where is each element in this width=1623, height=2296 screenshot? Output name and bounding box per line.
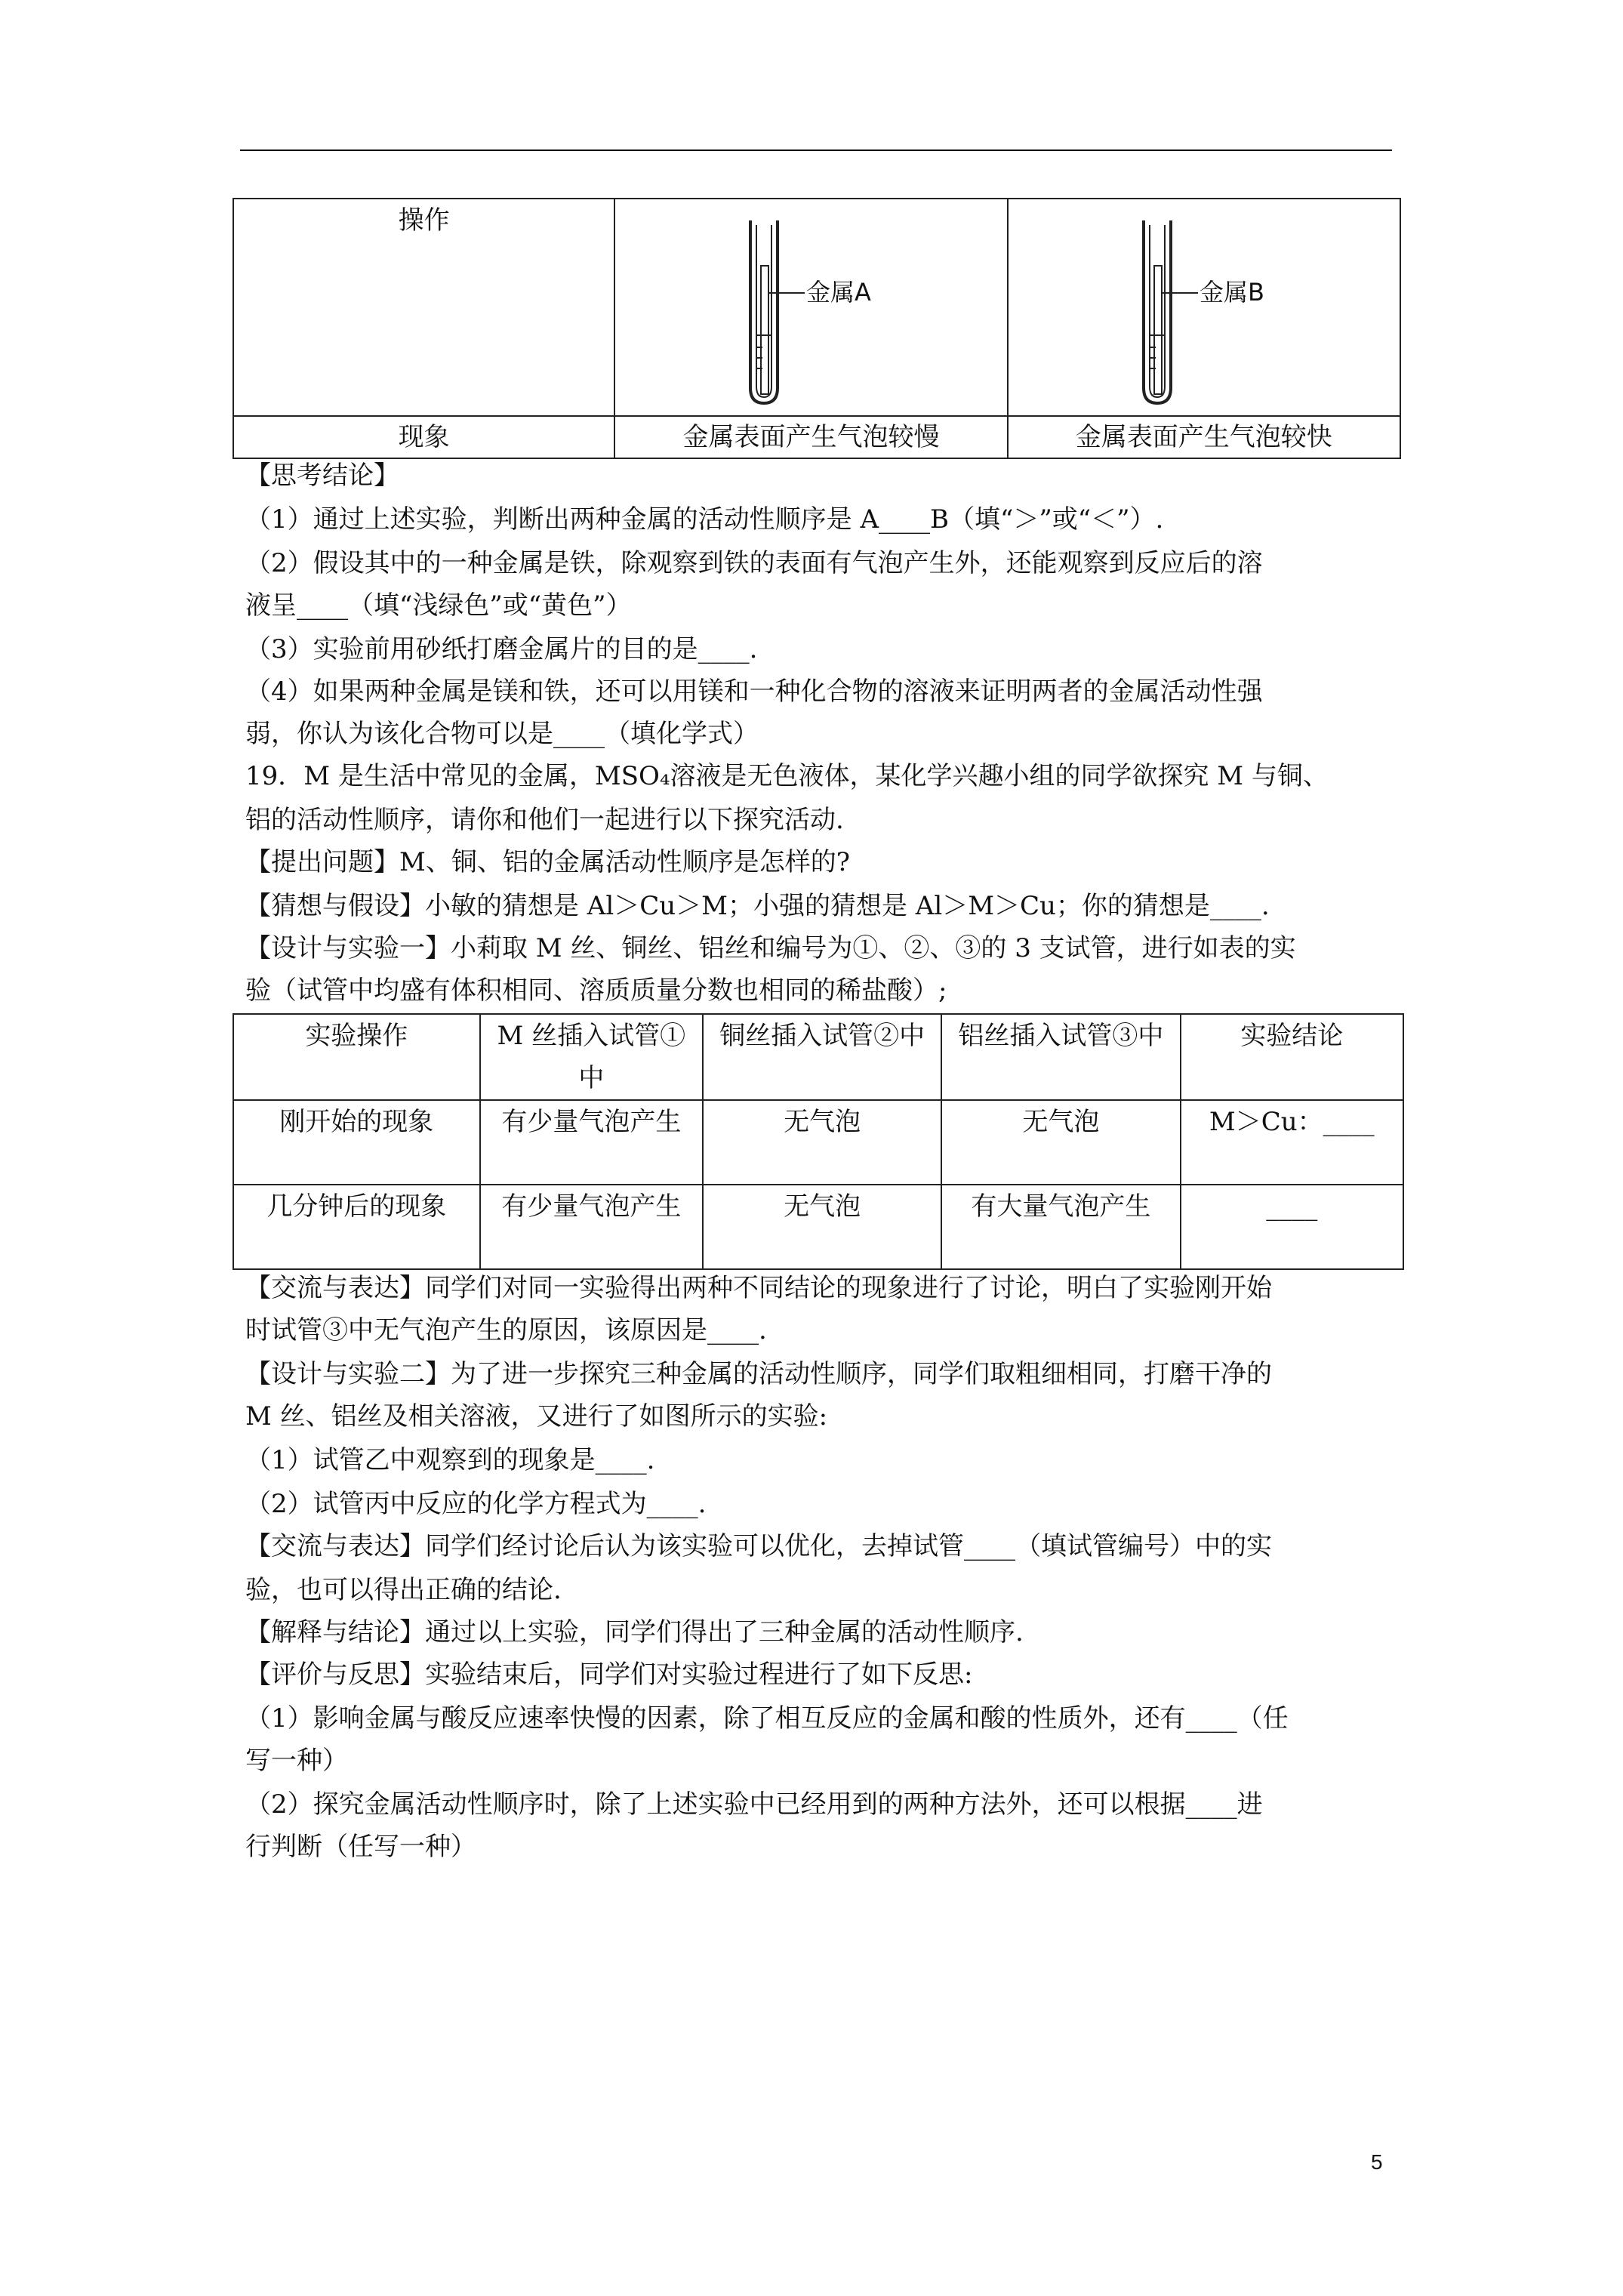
text-line: 【解释与结论】通过以上实验，同学们得出了三种金属的活动性顺序. xyxy=(245,1617,1024,1647)
text-line: （1）影响金属与酸反应速率快慢的因素，除了相互反应的金属和酸的性质外，还有____（任 xyxy=(245,1703,1289,1734)
text-line: 液呈____（填“浅绿色”或“黄色”） xyxy=(245,590,632,621)
experiment-table-2 xyxy=(233,1013,1404,1270)
tube-a-cell xyxy=(614,199,1007,416)
t2-cell: M＞Cu：____ xyxy=(1181,1100,1403,1185)
tube-b-cell xyxy=(1008,199,1400,416)
table1-phenomenon-b: 金属表面产生气泡较快 xyxy=(1008,416,1400,458)
t2-cell: ____ xyxy=(1181,1185,1403,1269)
t2-cell: 无气泡 xyxy=(703,1185,941,1269)
text-line: M 丝、铝丝及相关溶液，又进行了如图所示的实验: xyxy=(245,1401,828,1432)
t2-cell: 有少量气泡产生 xyxy=(480,1100,703,1185)
test-tube-a-icon xyxy=(713,214,909,411)
text-line: （4）如果两种金属是镁和铁，还可以用镁和一种化合物的溶液来证明两者的金属活动性强 xyxy=(245,676,1263,707)
t2-cell: 无气泡 xyxy=(703,1100,941,1185)
page-number: 5 xyxy=(1371,2150,1383,2174)
text-line: 【提出问题】M、铜、铝的金属活动性顺序是怎样的? xyxy=(245,847,851,877)
t2-header: 铝丝插入试管③中 xyxy=(941,1014,1180,1100)
t2-header: 实验操作 xyxy=(233,1014,480,1100)
text-line: （2）探究金属活动性顺序时，除了上述实验中已经用到的两种方法外，还可以根据____进 xyxy=(245,1789,1263,1820)
text-line: 【交流与表达】同学们对同一实验得出两种不同结论的现象进行了讨论，明白了实验刚开始 xyxy=(245,1273,1272,1303)
text-line: （3）实验前用砂纸打磨金属片的目的是____. xyxy=(245,634,758,664)
t2-cell: 几分钟后的现象 xyxy=(233,1185,480,1269)
text-line: 【猜想与假设】小敏的猜想是 Al＞Cu＞M；小强的猜想是 Al＞M＞Cu；你的猜想是____. xyxy=(245,891,1270,921)
text-line: 行判断（任写一种） xyxy=(245,1832,476,1862)
test-tube-b-icon xyxy=(1106,214,1302,411)
header-rule xyxy=(240,149,1392,151)
text-line: 【设计与实验二】为了进一步探究三种金属的活动性顺序，同学们取粗细相同，打磨干净的 xyxy=(245,1359,1272,1389)
t2-cell: 刚开始的现象 xyxy=(233,1100,480,1185)
text-line: 【设计与实验一】小莉取 M 丝、铜丝、铝丝和编号为①、②、③的 3 支试管，进行如表的实 xyxy=(245,933,1296,963)
text-line: （2）假设其中的一种金属是铁，除观察到铁的表面有气泡产生外，还能观察到反应后的溶 xyxy=(245,548,1263,578)
t2-header: 实验结论 xyxy=(1181,1014,1403,1100)
t2-header: 铜丝插入试管②中 xyxy=(703,1014,941,1100)
text-line: 验，也可以得出正确的结论. xyxy=(245,1575,562,1605)
text-line: 【思考结论】 xyxy=(245,461,399,491)
text-line: （1）试管乙中观察到的现象是____. xyxy=(245,1445,655,1475)
tube-a-label: 金属A xyxy=(806,278,872,307)
experiment-table-1 xyxy=(233,198,1401,459)
t2-header: M 丝插入试管①中 xyxy=(480,1014,703,1100)
text-line: 【评价与反思】实验结束后，同学们对实验过程进行了如下反思: xyxy=(245,1660,973,1690)
text-line: 【交流与表达】同学们经讨论后认为该实验可以优化，去掉试管____（填试管编号）中的实 xyxy=(245,1531,1272,1561)
table1-phenomenon-a: 金属表面产生气泡较慢 xyxy=(614,416,1007,458)
text-line: 19．M 是生活中常见的金属，MSO₄溶液是无色液体，某化学兴趣小组的同学欲探究 M 与铜、 xyxy=(245,761,1329,791)
table1-operation-label: 操作 xyxy=(233,199,614,416)
tube-b-label: 金属B xyxy=(1199,278,1264,307)
t2-cell: 有大量气泡产生 xyxy=(941,1185,1180,1269)
text-line: 写一种） xyxy=(245,1746,348,1776)
text-line: （2）试管丙中反应的化学方程式为____. xyxy=(245,1489,707,1519)
table1-phenomenon-label: 现象 xyxy=(233,416,614,458)
text-line: 弱，你认为该化合物可以是____（填化学式） xyxy=(245,719,759,749)
text-line: 铝的活动性顺序，请你和他们一起进行以下探究活动. xyxy=(245,805,844,835)
text-line: 时试管③中无气泡产生的原因，该原因是____. xyxy=(245,1315,767,1345)
text-line: （1）通过上述实验，判断出两种金属的活动性顺序是 A____B（填“＞”或“＜”）. xyxy=(245,504,1164,535)
t2-cell: 有少量气泡产生 xyxy=(480,1185,703,1269)
text-line: 验（试管中均盛有体积相同、溶质质量分数也相同的稀盐酸）; xyxy=(245,975,947,1006)
t2-cell: 无气泡 xyxy=(941,1100,1180,1185)
